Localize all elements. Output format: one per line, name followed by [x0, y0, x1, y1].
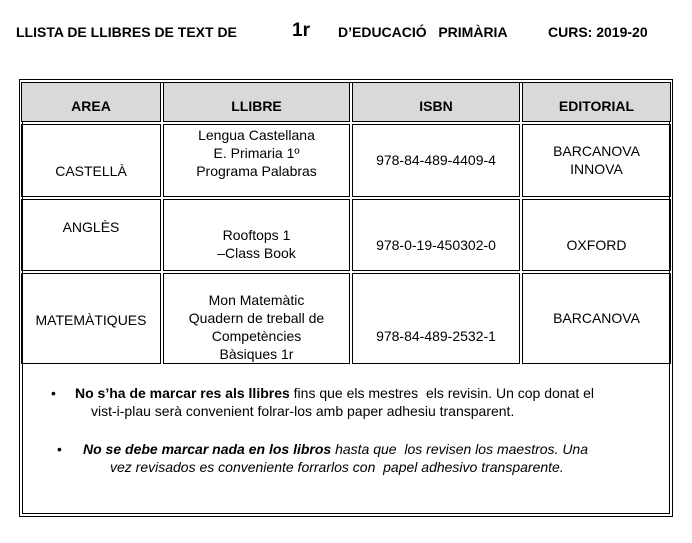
title-course: CURS: 2019-20	[548, 24, 648, 40]
editorial-line: BARCANOVA	[553, 309, 640, 326]
editorial-line: BARCANOVA	[553, 142, 640, 159]
note-line-2: vez revisados es conveniente forrarlos con papel adhesivo transparente.	[110, 459, 564, 475]
book-line: Rooftops 1	[222, 227, 291, 243]
table-row-1-editorial	[522, 124, 671, 197]
note-line	[75, 384, 594, 402]
book-line: Mon Matemàtic	[208, 292, 305, 308]
note-emphasis: No s’ha de marcar res als llibres	[75, 385, 290, 401]
bullet-icon: •	[51, 385, 56, 401]
header-area: AREA	[21, 82, 161, 122]
isbn-text: 978-84-489-2532-1	[376, 328, 496, 344]
table-row-2-book	[163, 199, 350, 271]
book-line: E. Primaria 1º	[213, 145, 300, 161]
title-education: D’EDUCACIÓ PRIMÀRIA	[338, 24, 508, 40]
book-line: Quadern de treball de	[188, 310, 325, 326]
area-text: MATEMÀTIQUES	[35, 312, 147, 328]
book-line: Bàsiques 1r	[219, 346, 294, 362]
isbn-text: 978-0-19-450302-0	[376, 237, 496, 253]
book-line: Competències	[211, 328, 302, 344]
title-grade: 1r	[292, 20, 310, 41]
note-line	[83, 440, 588, 458]
note-text: hasta que los revisen los maestros. Una	[331, 441, 588, 457]
table-row-1-book	[163, 124, 350, 197]
page-title	[16, 22, 686, 44]
table-row-3-isbn	[352, 273, 520, 364]
header-book: LLIBRE	[163, 82, 350, 122]
table-row-1-isbn	[352, 124, 520, 197]
table-row-2-area	[21, 199, 161, 271]
table-row-2-editorial	[522, 199, 671, 271]
table-row-3-area	[21, 273, 161, 364]
note-text: fins que els mestres els revisin. Un cop donat el	[289, 385, 595, 401]
book-line: –Class Book	[217, 245, 296, 261]
header-isbn: ISBN	[352, 82, 520, 122]
editorial-line: OXFORD	[566, 237, 627, 253]
note-emphasis: No se debe marcar nada en los libros	[83, 441, 332, 457]
book-line: Lengua Castellana	[198, 127, 315, 143]
editorial-line: INNOVA	[570, 160, 623, 177]
table-row-2-isbn	[352, 199, 520, 271]
title-main: LLISTA DE LLIBRES DE TEXT DE	[16, 24, 237, 40]
bullet-icon: •	[57, 441, 62, 457]
header-editorial: EDITORIAL	[522, 82, 671, 122]
area-text: ANGLÈS	[62, 219, 120, 235]
notes-section	[21, 364, 671, 514]
book-line: Programa Palabras	[196, 163, 317, 179]
table-row-1-area	[21, 124, 161, 197]
area-text: CASTELLÀ	[55, 163, 127, 179]
table-row-3-book	[163, 273, 350, 364]
note-line-2: vist-i-plau serà convenient folrar-los amb paper adhesiu transparent.	[91, 403, 515, 419]
table-row-3-editorial	[522, 273, 671, 364]
isbn-text: 978-84-489-4409-4	[376, 151, 496, 168]
